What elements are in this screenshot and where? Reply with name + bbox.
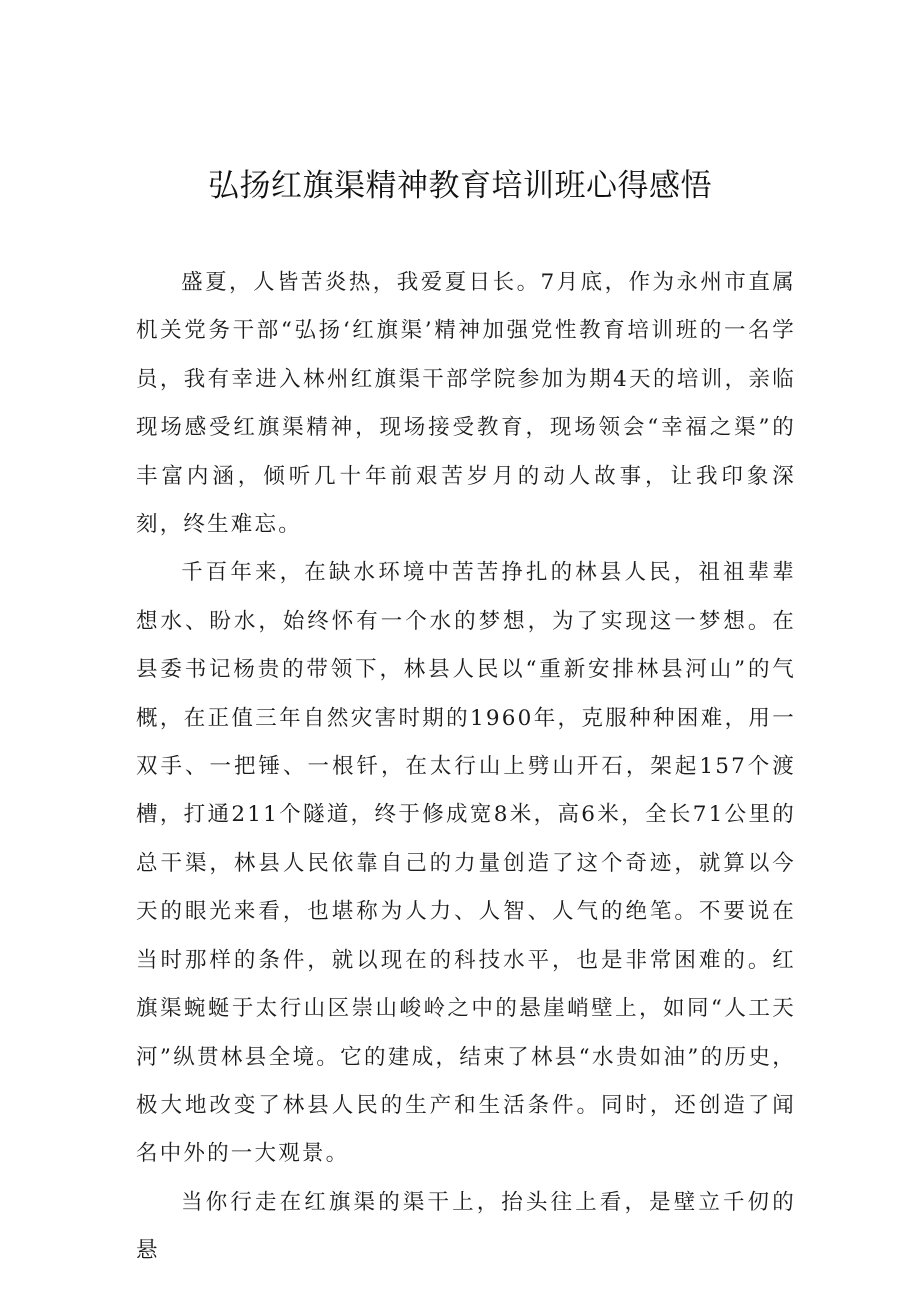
paragraph-1: 盛夏，人皆苦炎热，我爱夏日长。7月底，作为永州市直属机关党务干部“弘扬‘红旗渠’精神加强党性教育培训班的一名学员，我有幸进入林州红旗渠干部学院参加为期4天的培训，亲临现场感受红旗渠精神，现场接受教育，现场领会“幸福之渠”的丰富内涵，倾听几十年前艰苦岁月的动人故事，让我印象深刻，终生难忘。 [136, 270, 796, 538]
document-title: 弘扬红旗渠精神教育培训班心得感悟 [208, 168, 712, 204]
paragraph-2: 千百年来，在缺水环境中苦苦挣扎的林县人民，祖祖辈辈想水、盼水，始终怀有一个水的梦想，为了实现这一梦想。在县委书记杨贵的带领下，林县人民以“重新安排林县河山”的气概，在正值三年自然灾害时期的1960年，克服种种困难，用一双手、一把锤、一根钎，在太行山上劈山开石，架起157个渡槽，打通211个隧道，终于修成宽8米，高6米，全长71公里的总干渠，林县人民依靠自己的力量创造了这个奇迹，就算以今天的眼光来看，也堪称为人力、人智、人气的绝笔。不要说在当时那样的条件，就以现在的科技水平，也是非常困难的。红旗渠蜿蜒于太行山区崇山峻岭之中的悬崖峭壁上，如同“人工天河”纵贯林县全境。它的建成，结束了林县“水贵如油”的历史，极大地改变了林县人民的生产和生活条件。同时，还创造了闻名中外的一大观景。 [136, 560, 796, 1167]
paragraph-3: 当你行走在红旗渠的渠干上，抬头往上看，是壁立千仞的悬 [136, 1189, 796, 1264]
document-body [136, 259, 796, 1276]
